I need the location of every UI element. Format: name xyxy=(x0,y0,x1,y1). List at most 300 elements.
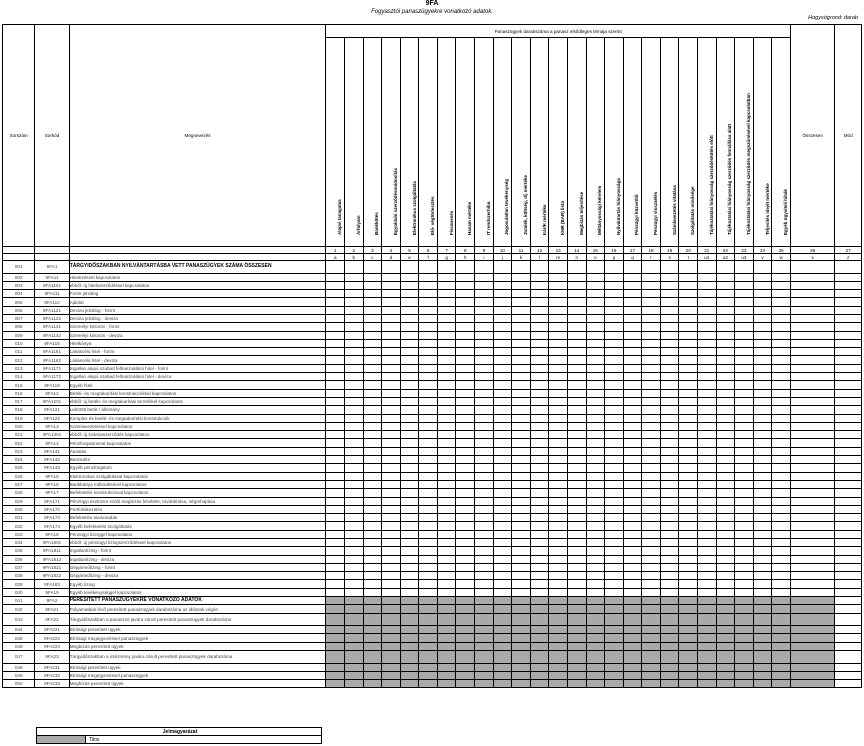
data-cell[interactable] xyxy=(549,339,568,347)
data-cell[interactable] xyxy=(456,539,475,547)
data-cell[interactable] xyxy=(642,456,661,464)
data-cell[interactable] xyxy=(698,314,717,322)
data-cell[interactable] xyxy=(475,281,494,289)
data-cell[interactable] xyxy=(345,489,364,497)
data-cell[interactable] xyxy=(437,472,456,480)
data-cell[interactable] xyxy=(512,563,531,571)
data-cell[interactable] xyxy=(753,456,772,464)
data-cell[interactable] xyxy=(530,547,549,555)
data-cell[interactable] xyxy=(400,348,419,356)
data-cell[interactable] xyxy=(475,273,494,281)
data-cell[interactable] xyxy=(753,389,772,397)
data-cell[interactable] xyxy=(530,505,549,513)
data-cell[interactable] xyxy=(326,356,345,364)
data-cell[interactable] xyxy=(363,447,382,455)
data-cell[interactable] xyxy=(437,431,456,439)
data-cell[interactable] xyxy=(326,422,345,430)
data-cell[interactable] xyxy=(382,339,401,347)
data-cell[interactable] xyxy=(326,497,345,505)
data-cell[interactable] xyxy=(642,588,661,596)
data-cell[interactable] xyxy=(772,456,791,464)
data-cell[interactable] xyxy=(716,472,735,480)
data-cell[interactable] xyxy=(326,414,345,422)
data-cell[interactable] xyxy=(437,373,456,381)
data-cell[interactable] xyxy=(735,447,754,455)
data-cell[interactable] xyxy=(679,563,698,571)
data-cell[interactable] xyxy=(790,464,834,472)
data-cell[interactable] xyxy=(382,447,401,455)
data-cell[interactable] xyxy=(475,563,494,571)
data-cell[interactable] xyxy=(419,580,438,588)
data-cell[interactable] xyxy=(419,530,438,538)
data-cell[interactable] xyxy=(530,439,549,447)
data-cell[interactable] xyxy=(363,406,382,414)
data-cell[interactable] xyxy=(679,472,698,480)
data-cell[interactable] xyxy=(623,514,642,522)
data-cell[interactable] xyxy=(567,456,586,464)
data-cell[interactable] xyxy=(456,530,475,538)
data-cell[interactable] xyxy=(679,273,698,281)
data-cell[interactable] xyxy=(512,273,531,281)
data-cell[interactable] xyxy=(475,290,494,298)
data-cell[interactable] xyxy=(456,364,475,372)
data-cell[interactable] xyxy=(419,373,438,381)
data-cell[interactable] xyxy=(475,406,494,414)
data-cell[interactable] xyxy=(493,306,512,314)
data-cell[interactable] xyxy=(605,290,624,298)
data-cell[interactable] xyxy=(790,331,834,339)
data-cell[interactable] xyxy=(363,356,382,364)
data-cell[interactable] xyxy=(567,514,586,522)
data-cell[interactable] xyxy=(735,572,754,580)
data-cell[interactable] xyxy=(400,530,419,538)
data-cell[interactable] xyxy=(835,364,862,372)
data-cell[interactable] xyxy=(735,331,754,339)
data-cell[interactable] xyxy=(567,373,586,381)
data-cell[interactable] xyxy=(363,522,382,530)
data-cell[interactable] xyxy=(326,273,345,281)
data-cell[interactable] xyxy=(437,323,456,331)
data-cell[interactable] xyxy=(753,414,772,422)
data-cell[interactable] xyxy=(698,331,717,339)
data-cell[interactable] xyxy=(549,397,568,405)
data-cell[interactable] xyxy=(456,588,475,596)
data-cell[interactable] xyxy=(835,290,862,298)
data-cell[interactable] xyxy=(679,414,698,422)
data-cell[interactable] xyxy=(567,281,586,289)
data-cell[interactable] xyxy=(400,373,419,381)
data-cell[interactable] xyxy=(345,555,364,563)
data-cell[interactable] xyxy=(419,348,438,356)
data-cell[interactable] xyxy=(512,572,531,580)
data-cell[interactable] xyxy=(660,563,679,571)
data-cell[interactable] xyxy=(735,261,754,274)
data-cell[interactable] xyxy=(456,281,475,289)
data-cell[interactable] xyxy=(493,522,512,530)
data-cell[interactable] xyxy=(493,480,512,488)
data-cell[interactable] xyxy=(345,397,364,405)
data-cell[interactable] xyxy=(735,356,754,364)
data-cell[interactable] xyxy=(586,555,605,563)
data-cell[interactable] xyxy=(512,447,531,455)
data-cell[interactable] xyxy=(419,356,438,364)
data-cell[interactable] xyxy=(456,555,475,563)
data-cell[interactable] xyxy=(772,381,791,389)
data-cell[interactable] xyxy=(835,547,862,555)
data-cell[interactable] xyxy=(437,314,456,322)
data-cell[interactable] xyxy=(363,414,382,422)
data-cell[interactable] xyxy=(437,522,456,530)
data-cell[interactable] xyxy=(549,422,568,430)
data-cell[interactable] xyxy=(698,281,717,289)
data-cell[interactable] xyxy=(326,339,345,347)
data-cell[interactable] xyxy=(549,489,568,497)
data-cell[interactable] xyxy=(530,447,549,455)
data-cell[interactable] xyxy=(493,414,512,422)
data-cell[interactable] xyxy=(790,439,834,447)
data-cell[interactable] xyxy=(456,397,475,405)
data-cell[interactable] xyxy=(400,464,419,472)
data-cell[interactable] xyxy=(679,373,698,381)
data-cell[interactable] xyxy=(475,373,494,381)
data-cell[interactable] xyxy=(345,273,364,281)
data-cell[interactable] xyxy=(475,580,494,588)
data-cell[interactable] xyxy=(660,356,679,364)
data-cell[interactable] xyxy=(735,489,754,497)
data-cell[interactable] xyxy=(642,563,661,571)
data-cell[interactable] xyxy=(735,514,754,522)
data-cell[interactable] xyxy=(790,397,834,405)
data-cell[interactable] xyxy=(735,555,754,563)
data-cell[interactable] xyxy=(605,389,624,397)
data-cell[interactable] xyxy=(772,505,791,513)
data-cell[interactable] xyxy=(660,489,679,497)
data-cell[interactable] xyxy=(660,472,679,480)
data-cell[interactable] xyxy=(623,588,642,596)
data-cell[interactable] xyxy=(772,472,791,480)
data-cell[interactable] xyxy=(437,505,456,513)
data-cell[interactable] xyxy=(586,422,605,430)
data-cell[interactable] xyxy=(660,364,679,372)
data-cell[interactable] xyxy=(493,431,512,439)
data-cell[interactable] xyxy=(326,580,345,588)
data-cell[interactable] xyxy=(835,572,862,580)
data-cell[interactable] xyxy=(698,563,717,571)
data-cell[interactable] xyxy=(493,464,512,472)
data-cell[interactable] xyxy=(437,464,456,472)
data-cell[interactable] xyxy=(493,397,512,405)
data-cell[interactable] xyxy=(642,414,661,422)
data-cell[interactable] xyxy=(698,588,717,596)
data-cell[interactable] xyxy=(512,580,531,588)
data-cell[interactable] xyxy=(698,522,717,530)
data-cell[interactable] xyxy=(475,306,494,314)
data-cell[interactable] xyxy=(363,281,382,289)
data-cell[interactable] xyxy=(790,588,834,596)
data-cell[interactable] xyxy=(512,414,531,422)
data-cell[interactable] xyxy=(586,539,605,547)
data-cell[interactable] xyxy=(642,530,661,538)
data-cell[interactable] xyxy=(716,373,735,381)
data-cell[interactable] xyxy=(475,323,494,331)
data-cell[interactable] xyxy=(586,431,605,439)
data-cell[interactable] xyxy=(530,456,549,464)
data-cell[interactable] xyxy=(772,555,791,563)
data-cell[interactable] xyxy=(772,261,791,274)
data-cell[interactable] xyxy=(530,389,549,397)
data-cell[interactable] xyxy=(698,364,717,372)
data-cell[interactable] xyxy=(605,522,624,530)
data-cell[interactable] xyxy=(512,505,531,513)
data-cell[interactable] xyxy=(363,514,382,522)
data-cell[interactable] xyxy=(567,356,586,364)
data-cell[interactable] xyxy=(363,290,382,298)
data-cell[interactable] xyxy=(493,323,512,331)
data-cell[interactable] xyxy=(586,414,605,422)
data-cell[interactable] xyxy=(549,381,568,389)
data-cell[interactable] xyxy=(326,505,345,513)
data-cell[interactable] xyxy=(790,298,834,306)
data-cell[interactable] xyxy=(605,273,624,281)
data-cell[interactable] xyxy=(716,348,735,356)
data-cell[interactable] xyxy=(345,406,364,414)
data-cell[interactable] xyxy=(679,456,698,464)
data-cell[interactable] xyxy=(623,414,642,422)
data-cell[interactable] xyxy=(437,381,456,389)
data-cell[interactable] xyxy=(772,273,791,281)
data-cell[interactable] xyxy=(345,339,364,347)
data-cell[interactable] xyxy=(437,547,456,555)
data-cell[interactable] xyxy=(400,331,419,339)
data-cell[interactable] xyxy=(679,580,698,588)
data-cell[interactable] xyxy=(698,339,717,347)
data-cell[interactable] xyxy=(735,472,754,480)
data-cell[interactable] xyxy=(382,331,401,339)
data-cell[interactable] xyxy=(753,489,772,497)
data-cell[interactable] xyxy=(419,281,438,289)
data-cell[interactable] xyxy=(345,364,364,372)
data-cell[interactable] xyxy=(400,563,419,571)
data-cell[interactable] xyxy=(753,422,772,430)
data-cell[interactable] xyxy=(753,572,772,580)
data-cell[interactable] xyxy=(326,555,345,563)
data-cell[interactable] xyxy=(567,298,586,306)
data-cell[interactable] xyxy=(835,306,862,314)
data-cell[interactable] xyxy=(493,331,512,339)
data-cell[interactable] xyxy=(437,530,456,538)
data-cell[interactable] xyxy=(530,563,549,571)
data-cell[interactable] xyxy=(530,306,549,314)
data-cell[interactable] xyxy=(437,306,456,314)
data-cell[interactable] xyxy=(567,323,586,331)
data-cell[interactable] xyxy=(660,588,679,596)
data-cell[interactable] xyxy=(735,314,754,322)
data-cell[interactable] xyxy=(772,572,791,580)
data-cell[interactable] xyxy=(437,406,456,414)
data-cell[interactable] xyxy=(642,480,661,488)
data-cell[interactable] xyxy=(716,397,735,405)
data-cell[interactable] xyxy=(437,298,456,306)
data-cell[interactable] xyxy=(586,261,605,274)
data-cell[interactable] xyxy=(735,497,754,505)
data-cell[interactable] xyxy=(835,331,862,339)
data-cell[interactable] xyxy=(835,464,862,472)
data-cell[interactable] xyxy=(549,522,568,530)
data-cell[interactable] xyxy=(623,290,642,298)
data-cell[interactable] xyxy=(400,422,419,430)
data-cell[interactable] xyxy=(363,572,382,580)
data-cell[interactable] xyxy=(567,580,586,588)
data-cell[interactable] xyxy=(660,447,679,455)
data-cell[interactable] xyxy=(735,281,754,289)
data-cell[interactable] xyxy=(326,480,345,488)
data-cell[interactable] xyxy=(512,339,531,347)
data-cell[interactable] xyxy=(549,389,568,397)
data-cell[interactable] xyxy=(493,439,512,447)
data-cell[interactable] xyxy=(623,480,642,488)
data-cell[interactable] xyxy=(716,530,735,538)
data-cell[interactable] xyxy=(698,389,717,397)
data-cell[interactable] xyxy=(493,456,512,464)
data-cell[interactable] xyxy=(605,397,624,405)
data-cell[interactable] xyxy=(363,555,382,563)
data-cell[interactable] xyxy=(382,505,401,513)
data-cell[interactable] xyxy=(382,381,401,389)
data-cell[interactable] xyxy=(549,331,568,339)
data-cell[interactable] xyxy=(512,323,531,331)
data-cell[interactable] xyxy=(735,547,754,555)
data-cell[interactable] xyxy=(679,497,698,505)
data-cell[interactable] xyxy=(475,572,494,580)
data-cell[interactable] xyxy=(512,480,531,488)
data-cell[interactable] xyxy=(790,472,834,480)
data-cell[interactable] xyxy=(400,547,419,555)
data-cell[interactable] xyxy=(493,580,512,588)
data-cell[interactable] xyxy=(790,306,834,314)
data-cell[interactable] xyxy=(753,356,772,364)
data-cell[interactable] xyxy=(716,406,735,414)
data-cell[interactable] xyxy=(623,314,642,322)
data-cell[interactable] xyxy=(530,431,549,439)
data-cell[interactable] xyxy=(679,439,698,447)
data-cell[interactable] xyxy=(642,547,661,555)
data-cell[interactable] xyxy=(835,489,862,497)
data-cell[interactable] xyxy=(605,331,624,339)
data-cell[interactable] xyxy=(660,439,679,447)
data-cell[interactable] xyxy=(345,456,364,464)
data-cell[interactable] xyxy=(698,464,717,472)
data-cell[interactable] xyxy=(586,339,605,347)
data-cell[interactable] xyxy=(345,261,364,274)
data-cell[interactable] xyxy=(382,314,401,322)
data-cell[interactable] xyxy=(679,348,698,356)
data-cell[interactable] xyxy=(512,588,531,596)
data-cell[interactable] xyxy=(623,539,642,547)
data-cell[interactable] xyxy=(790,389,834,397)
data-cell[interactable] xyxy=(660,261,679,274)
data-cell[interactable] xyxy=(326,563,345,571)
data-cell[interactable] xyxy=(326,331,345,339)
data-cell[interactable] xyxy=(549,456,568,464)
data-cell[interactable] xyxy=(345,563,364,571)
data-cell[interactable] xyxy=(679,331,698,339)
data-cell[interactable] xyxy=(326,514,345,522)
data-cell[interactable] xyxy=(716,563,735,571)
data-cell[interactable] xyxy=(493,339,512,347)
data-cell[interactable] xyxy=(475,472,494,480)
data-cell[interactable] xyxy=(326,439,345,447)
data-cell[interactable] xyxy=(345,514,364,522)
data-cell[interactable] xyxy=(772,439,791,447)
data-cell[interactable] xyxy=(419,555,438,563)
data-cell[interactable] xyxy=(493,547,512,555)
data-cell[interactable] xyxy=(363,580,382,588)
data-cell[interactable] xyxy=(475,539,494,547)
data-cell[interactable] xyxy=(790,364,834,372)
data-cell[interactable] xyxy=(642,298,661,306)
data-cell[interactable] xyxy=(549,298,568,306)
data-cell[interactable] xyxy=(735,414,754,422)
data-cell[interactable] xyxy=(790,314,834,322)
data-cell[interactable] xyxy=(512,356,531,364)
data-cell[interactable] xyxy=(716,464,735,472)
data-cell[interactable] xyxy=(456,563,475,571)
data-cell[interactable] xyxy=(456,447,475,455)
data-cell[interactable] xyxy=(679,356,698,364)
data-cell[interactable] xyxy=(363,456,382,464)
data-cell[interactable] xyxy=(605,414,624,422)
data-cell[interactable] xyxy=(623,331,642,339)
data-cell[interactable] xyxy=(735,348,754,356)
data-cell[interactable] xyxy=(716,381,735,389)
data-cell[interactable] xyxy=(623,555,642,563)
data-cell[interactable] xyxy=(493,489,512,497)
data-cell[interactable] xyxy=(753,522,772,530)
data-cell[interactable] xyxy=(679,514,698,522)
data-cell[interactable] xyxy=(835,414,862,422)
data-cell[interactable] xyxy=(753,588,772,596)
data-cell[interactable] xyxy=(835,389,862,397)
data-cell[interactable] xyxy=(400,588,419,596)
data-cell[interactable] xyxy=(698,489,717,497)
data-cell[interactable] xyxy=(363,314,382,322)
data-cell[interactable] xyxy=(790,572,834,580)
data-cell[interactable] xyxy=(586,281,605,289)
data-cell[interactable] xyxy=(660,514,679,522)
data-cell[interactable] xyxy=(419,261,438,274)
data-cell[interactable] xyxy=(400,414,419,422)
data-cell[interactable] xyxy=(567,497,586,505)
data-cell[interactable] xyxy=(772,522,791,530)
data-cell[interactable] xyxy=(549,555,568,563)
data-cell[interactable] xyxy=(605,497,624,505)
data-cell[interactable] xyxy=(512,290,531,298)
data-cell[interactable] xyxy=(679,431,698,439)
data-cell[interactable] xyxy=(698,273,717,281)
data-cell[interactable] xyxy=(549,356,568,364)
data-cell[interactable] xyxy=(586,480,605,488)
data-cell[interactable] xyxy=(382,514,401,522)
data-cell[interactable] xyxy=(753,439,772,447)
data-cell[interactable] xyxy=(623,464,642,472)
data-cell[interactable] xyxy=(437,397,456,405)
data-cell[interactable] xyxy=(790,489,834,497)
data-cell[interactable] xyxy=(753,547,772,555)
data-cell[interactable] xyxy=(660,414,679,422)
data-cell[interactable] xyxy=(716,331,735,339)
data-cell[interactable] xyxy=(530,539,549,547)
data-cell[interactable] xyxy=(437,281,456,289)
